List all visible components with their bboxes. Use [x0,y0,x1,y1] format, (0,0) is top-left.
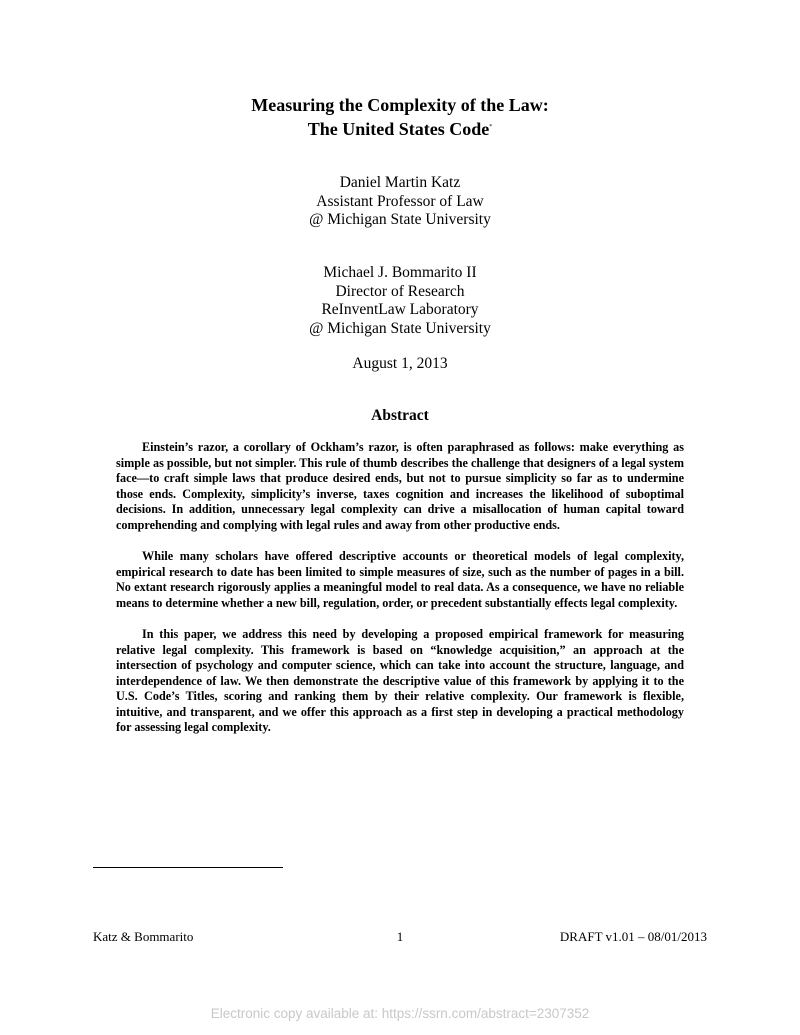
author-affiliation: @ Michigan State University [309,319,491,337]
abstract-heading: Abstract [371,407,429,424]
author-name: Michael J. Bommarito II [323,264,477,281]
footer-authors: Katz & Bommarito [93,929,194,944]
author-name: Daniel Martin Katz [339,174,461,191]
author-lab: ReInventLaw Laboratory [321,301,479,319]
author-block-katz [0,174,800,230]
author-role: Director of Research [335,282,465,300]
title-line-2 [0,116,800,140]
abstract-body [116,440,684,752]
author-role: Assistant Professor of Law [316,192,484,210]
title-line-2-text: The United States Code [307,119,490,139]
footnote-divider [93,867,283,868]
abstract-paragraph: In this paper, we address this need by developing a proposed empirical framework for measuring relative legal complexity. This framework is based on “knowledge acquisition,” an approach at the intersection of psychology and computer science, which can take into account the structure, language, and interdependence of law. We then demonstrate the descriptive value of this framework by applying it to the U.S. Code’s Titles, scoring and ranking them by their relative complexity. Our framework is flexible, intuitive, and transparent, and we offer this approach as a first step in developing a practical methodology for assessing legal complexity. [116,627,684,734]
abstract-paragraph: Einstein’s razor, a corollary of Ockham’s razor, is often paraphrased as follows: make everything as simple as possible, but not simpler. This rule of thumb describes the challenge that designers of a legal system face—to craft simple laws that produce desired ends, but not to pursue simplicity so far as to undermine those ends. Complexity, simplicity’s inverse, taxes cognition and increases the likelihood of suboptimal decisions. In addition, unnecessary legal complexity can drive a misallocation of human capital toward comprehending and complying with legal rules and away from other productive ends. [116,440,684,532]
author-block-bommarito [0,264,800,338]
author-affiliation: @ Michigan State University [309,211,491,229]
footer-page-number: 1 [396,929,404,944]
title-footnote-mark: * [489,124,493,130]
footer-draft-version: DRAFT v1.01 – 08/01/2013 [559,929,707,944]
abstract-paragraph: While many scholars have offered descriptive accounts or theoretical models of legal complexity, empirical research to date has been limited to simple measures of size, such as the number of pages in a bill. No extant research rigorously applies a meaningful model to real data. As a consequence, we have no reliable means to determine whether a new bill, regulation, order, or precedent substantially effects legal complexity. [116,549,684,610]
paper-title [0,94,800,140]
ssrn-watermark: Electronic copy available at: https://ssrn.com/abstract=2307352 [210,1006,590,1021]
title-line-1: Measuring the Complexity of the Law: [251,95,549,115]
paper-date: August 1, 2013 [352,355,448,372]
